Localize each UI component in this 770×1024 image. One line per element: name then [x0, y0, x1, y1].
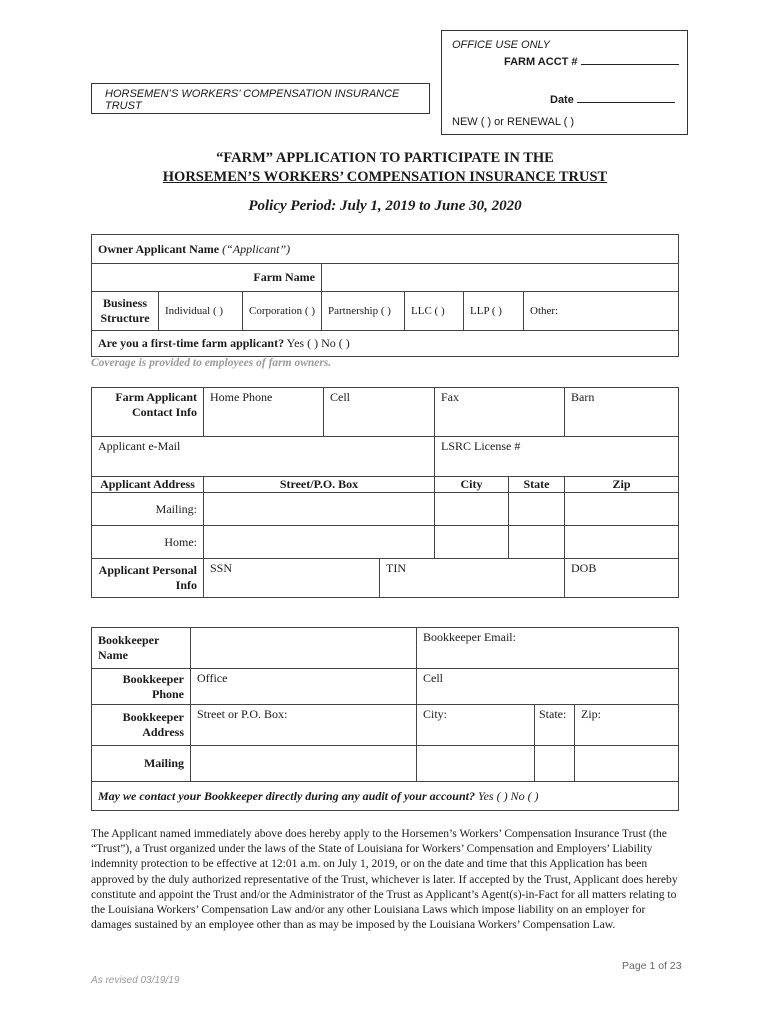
option-corporation[interactable]: Corporation ( ) — [243, 292, 322, 331]
bookkeeper-contact-row[interactable] — [92, 782, 679, 811]
bookkeeper-office-field[interactable] — [191, 669, 417, 705]
date-field[interactable] — [550, 92, 675, 106]
home-city-input[interactable] — [435, 526, 509, 559]
applicant-personal-info-label — [92, 559, 204, 598]
tin-label: TIN — [386, 561, 406, 575]
office-use-box — [441, 30, 688, 135]
bookkeeper-city-field[interactable] — [417, 705, 535, 746]
bookkeeper-contact-question: May we contact your Bookkeeper directly during any audit of your account? — [98, 788, 475, 803]
option-partnership[interactable]: Partnership ( ) — [322, 292, 405, 331]
home-state-input[interactable] — [509, 526, 565, 559]
new-renewal-field[interactable]: NEW ( ) or RENEWAL ( ) — [452, 116, 575, 128]
zip-header: Zip — [565, 477, 679, 493]
bookkeeper-street-field[interactable] — [191, 705, 417, 746]
option-other[interactable]: Other: — [524, 292, 679, 331]
bookkeeper-state-label: State: — [539, 707, 567, 721]
home-phone-label: Home Phone — [210, 390, 273, 404]
bookkeeper-office-label: Office — [197, 671, 228, 685]
bookkeeper-mailing-label: Mailing — [92, 746, 191, 782]
bookkeeper-cell-label: Cell — [423, 671, 443, 685]
home-phone-field[interactable] — [204, 388, 324, 437]
bookkeeper-city-label: City: — [423, 707, 448, 721]
tin-field[interactable] — [380, 559, 565, 598]
bookkeeper-address-line2: Address — [142, 725, 184, 739]
office-use-label: OFFICE USE ONLY — [452, 39, 551, 51]
first-time-applicant-row[interactable] — [92, 331, 679, 357]
dob-label: DOB — [571, 561, 597, 575]
farm-name-input[interactable] — [322, 264, 679, 292]
bookkeeper-cell-field[interactable] — [417, 669, 679, 705]
lsrc-license-field[interactable] — [435, 437, 679, 477]
mailing-state-input[interactable] — [509, 493, 565, 526]
revision-date: As revised 03/19/19 — [91, 975, 180, 986]
coverage-note: Coverage is provided to employees of farm owners. — [91, 357, 332, 369]
application-paragraph: The Applicant named immediately above does hereby apply to the Horsemen’s Workers’ Compensation Insurance Trust (the “Trust”), a Trust organized under the laws of the State of Louisiana for Workers’ Compensation and Employers’ Liability indemnity protection to be effective at 12:01 a.m. on July 1, 2019, or on the date and time that this Application has been approved by the duly authorized representative of the Trust, whichever is later. If accepted by the Trust, Applicant does hereby constitute and appoint the Trust and/or the Administrator of the Trust as Applicant’s Agent(s)-in-Fact for all matters relating to the Louisiana Workers’ Compensation Law and/or any other Louisiana Laws which impose liability on an employer for damages sustained by an employee other than as may be imposed by the Louisiana Workers’ Compensation Law. — [91, 827, 678, 932]
owner-applicant-table — [91, 234, 679, 357]
bookkeeper-name-label: Bookkeeper Name — [92, 628, 191, 669]
owner-name-label: Owner Applicant Name — [98, 241, 220, 256]
option-llc[interactable]: LLC ( ) — [405, 292, 464, 331]
home-zip-input[interactable] — [565, 526, 679, 559]
bookkeeper-zip-label: Zip: — [581, 707, 601, 721]
bookkeeper-mailing-zip-input[interactable] — [575, 746, 679, 782]
mailing-street-input[interactable] — [204, 493, 435, 526]
bookkeeper-mailing-city-input[interactable] — [417, 746, 535, 782]
cell-label: Cell — [330, 390, 350, 404]
option-llp[interactable]: LLP ( ) — [464, 292, 524, 331]
form-title-line2: HORSEMEN’S WORKERS’ COMPENSATION INSURANCE TRUST — [162, 169, 608, 185]
personal-info-label-line1: Applicant Personal — [98, 563, 197, 577]
form-title-line1: “FARM” APPLICATION TO PARTICIPATE IN THE — [216, 150, 554, 166]
first-time-options[interactable]: Yes ( ) No ( ) — [286, 336, 350, 350]
street-header: Street/P.O. Box — [204, 477, 435, 493]
farm-acct-label: FARM ACCT # — [504, 56, 578, 68]
dob-field[interactable] — [565, 559, 679, 598]
barn-label: Barn — [571, 390, 595, 404]
fax-field[interactable] — [435, 388, 565, 437]
bookkeeper-address-line1: Bookkeeper — [122, 710, 184, 724]
contact-info-label: Contact Info — [132, 405, 197, 419]
applicant-address-label: Applicant Address — [92, 477, 204, 493]
bookkeeper-email-label: Bookkeeper Email: — [423, 630, 516, 644]
applicant-email-field[interactable] — [92, 437, 435, 477]
bookkeeper-mailing-street-input[interactable] — [191, 746, 417, 782]
ssn-label: SSN — [210, 561, 233, 575]
bookkeeper-address-label — [92, 705, 191, 746]
barn-field[interactable] — [565, 388, 679, 437]
home-street-input[interactable] — [204, 526, 435, 559]
bookkeeper-table — [91, 627, 679, 811]
bookkeeper-street-label: Street or P.O. Box: — [197, 707, 288, 721]
owner-name-label-applicant: (“Applicant”) — [222, 241, 291, 256]
page-number: Page 1 of 23 — [622, 960, 682, 972]
bookkeeper-name-input[interactable] — [191, 628, 417, 669]
home-address-label: Home: — [92, 526, 204, 559]
lsrc-license-label: LSRC License # — [441, 439, 521, 453]
ssn-field[interactable] — [204, 559, 380, 598]
farm-applicant-label: Farm Applicant — [115, 390, 197, 404]
personal-info-label-line2: Info — [175, 578, 197, 592]
first-time-question: Are you a first-time farm applicant? — [98, 336, 285, 350]
farm-acct-field[interactable] — [504, 54, 679, 68]
fax-label: Fax — [441, 390, 459, 404]
bookkeeper-mailing-state-input[interactable] — [535, 746, 575, 782]
business-structure-label — [92, 292, 159, 331]
bookkeeper-phone-label — [92, 669, 191, 705]
cell-field[interactable] — [324, 388, 435, 437]
owner-name-input[interactable] — [322, 235, 679, 264]
state-header: State — [509, 477, 565, 493]
mailing-city-input[interactable] — [435, 493, 509, 526]
mailing-zip-input[interactable] — [565, 493, 679, 526]
date-label: Date — [550, 94, 574, 106]
bookkeeper-phone-line2: Phone — [151, 686, 184, 701]
applicant-contact-table — [91, 387, 679, 598]
structure-label: Structure — [100, 311, 150, 325]
option-individual[interactable]: Individual ( ) — [159, 292, 243, 331]
mailing-address-label: Mailing: — [92, 493, 204, 526]
policy-period: Policy Period: July 1, 2019 to June 30, 2020 — [248, 198, 522, 214]
bookkeeper-zip-field[interactable] — [575, 705, 679, 746]
owner-name-label-cell — [92, 235, 322, 264]
applicant-email-label: Applicant e-Mail — [98, 439, 181, 453]
farm-applicant-contact-label — [92, 388, 204, 437]
bookkeeper-state-field[interactable] — [535, 705, 575, 746]
business-label: Business — [102, 296, 148, 310]
bookkeeper-phone-line1: Bookkeeper — [122, 671, 184, 686]
bookkeeper-contact-options[interactable]: Yes ( ) No ( ) — [478, 788, 539, 803]
bookkeeper-email-field[interactable] — [417, 628, 679, 669]
trust-name-box — [91, 83, 430, 114]
trust-name: HORSEMEN’S WORKERS’ COMPENSATION INSURANCE TRUST — [105, 88, 400, 112]
farm-name-label: Farm Name — [92, 264, 322, 292]
city-header: City — [435, 477, 509, 493]
